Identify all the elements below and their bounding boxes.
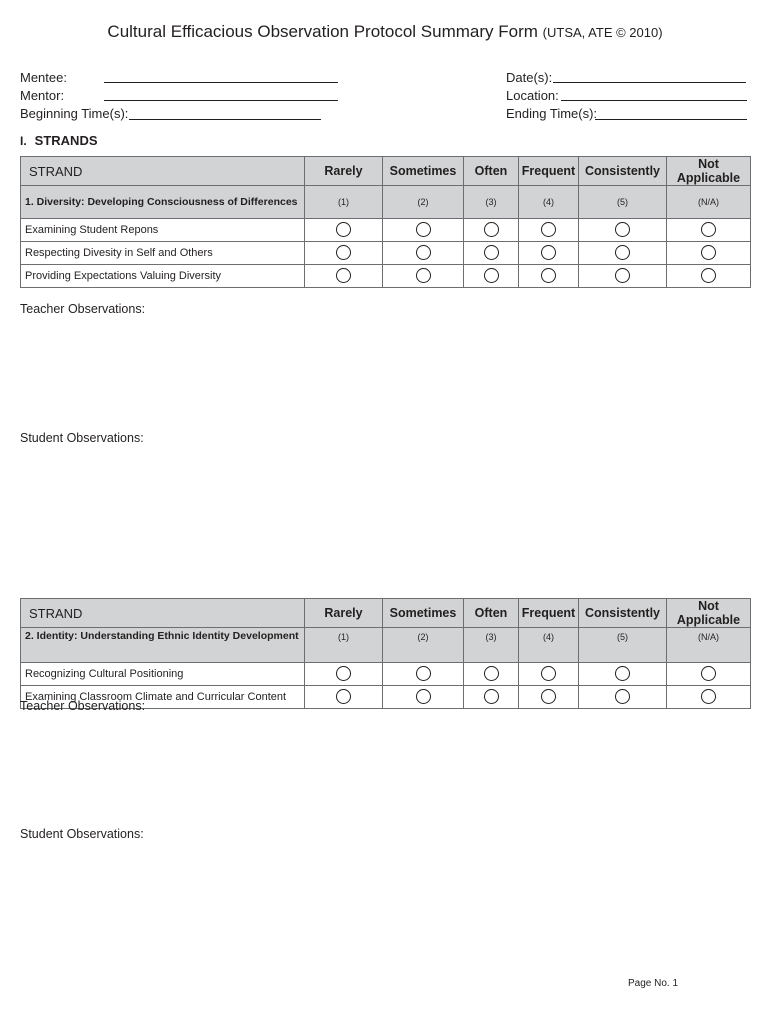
radio-often[interactable]	[484, 689, 499, 704]
student-observations-label-2: Student Observations:	[20, 827, 144, 841]
radio-not-applicable[interactable]	[701, 268, 716, 283]
radio-often[interactable]	[484, 666, 499, 681]
radio-rarely[interactable]	[336, 689, 351, 704]
col-rarely: Rarely	[305, 157, 383, 186]
item-label: Recognizing Cultural Positioning	[21, 663, 305, 686]
radio-rarely[interactable]	[336, 268, 351, 283]
title-sub: (UTSA, ATE © 2010)	[542, 25, 663, 40]
radio-not-applicable[interactable]	[701, 222, 716, 237]
ending-time-field	[506, 106, 597, 121]
radio-consistently[interactable]	[615, 689, 630, 704]
beginning-time-input-line[interactable]	[129, 119, 321, 120]
col-not-applicable: Not Applicable	[667, 157, 751, 186]
table-header-row	[21, 157, 751, 186]
student-observations-label-1: Student Observations:	[20, 431, 144, 445]
mentee-label: Mentee:	[20, 70, 67, 85]
section-title	[20, 133, 98, 148]
radio-frequent[interactable]	[541, 689, 556, 704]
col-often: Often	[464, 157, 519, 186]
ending-time-input-line[interactable]	[595, 119, 747, 120]
section-number: I.	[20, 134, 27, 148]
category-row	[21, 628, 751, 663]
table-row	[21, 265, 751, 288]
radio-not-applicable[interactable]	[701, 666, 716, 681]
scale-label: (1)	[305, 628, 383, 663]
radio-sometimes[interactable]	[416, 268, 431, 283]
teacher-observations-label-1: Teacher Observations:	[20, 302, 146, 316]
radio-often[interactable]	[484, 245, 499, 260]
mentee-field	[20, 70, 67, 85]
col-frequent: Frequent	[519, 599, 579, 628]
scale-label: (1)	[305, 186, 383, 219]
radio-consistently[interactable]	[615, 222, 630, 237]
col-sometimes: Sometimes	[383, 157, 464, 186]
radio-not-applicable[interactable]	[701, 689, 716, 704]
radio-frequent[interactable]	[541, 222, 556, 237]
radio-frequent[interactable]	[541, 666, 556, 681]
scale-label: (2)	[383, 186, 464, 219]
radio-consistently[interactable]	[615, 268, 630, 283]
item-label: Examining Classroom Climate and Curricular Content	[21, 686, 305, 709]
category-label: 1. Diversity: Developing Consciousness of Differences	[21, 186, 305, 219]
scale-label: (2)	[383, 628, 464, 663]
table-row	[21, 242, 751, 265]
strand-header: STRAND	[21, 599, 305, 628]
item-label: Examining Student Repons	[21, 219, 305, 242]
radio-sometimes[interactable]	[416, 222, 431, 237]
radio-frequent[interactable]	[541, 245, 556, 260]
scale-label: (3)	[464, 628, 519, 663]
location-field	[506, 88, 559, 103]
strand-header: STRAND	[21, 157, 305, 186]
col-frequent: Frequent	[519, 157, 579, 186]
scale-label: (5)	[579, 186, 667, 219]
strand-table-2	[20, 598, 751, 709]
col-sometimes: Sometimes	[383, 599, 464, 628]
col-not-applicable: Not Applicable	[667, 599, 751, 628]
radio-often[interactable]	[484, 268, 499, 283]
scale-label: (N/A)	[667, 628, 751, 663]
page-number: Page No. 1	[628, 978, 679, 989]
mentor-field	[20, 88, 64, 103]
mentor-label: Mentor:	[20, 88, 65, 103]
col-consistently: Consistently	[579, 599, 667, 628]
scale-label: (4)	[519, 628, 579, 663]
radio-sometimes[interactable]	[416, 666, 431, 681]
location-label: Location:	[506, 88, 559, 103]
table-row	[21, 219, 751, 242]
category-row	[21, 186, 751, 219]
radio-sometimes[interactable]	[416, 245, 431, 260]
scale-label: (N/A)	[667, 186, 751, 219]
item-label: Providing Expectations Valuing Diversity	[21, 265, 305, 288]
scale-label: (4)	[519, 186, 579, 219]
radio-frequent[interactable]	[541, 268, 556, 283]
table-header-row	[21, 599, 751, 628]
radio-rarely[interactable]	[336, 222, 351, 237]
ending-time-label: Ending Time(s):	[506, 106, 598, 121]
col-often: Often	[464, 599, 519, 628]
radio-consistently[interactable]	[615, 666, 630, 681]
dates-input-line[interactable]	[553, 82, 746, 83]
title-main: Cultural Efficacious Observation Protocol Summary Form	[107, 22, 538, 41]
strand-table-1	[20, 156, 751, 288]
col-rarely: Rarely	[305, 599, 383, 628]
item-label: Respecting Divesity in Self and Others	[21, 242, 305, 265]
radio-consistently[interactable]	[615, 245, 630, 260]
radio-sometimes[interactable]	[416, 689, 431, 704]
radio-rarely[interactable]	[336, 666, 351, 681]
radio-rarely[interactable]	[336, 245, 351, 260]
scale-label: (3)	[464, 186, 519, 219]
dates-label: Date(s):	[506, 70, 553, 85]
mentee-input-line[interactable]	[104, 82, 338, 83]
teacher-observations-label-2: Teacher Observations:	[20, 699, 146, 713]
location-input-line[interactable]	[561, 100, 747, 101]
dates-field	[506, 70, 552, 85]
section-title-text: STRANDS	[34, 133, 98, 148]
scale-label: (5)	[579, 628, 667, 663]
page-title	[0, 22, 770, 42]
beginning-time-label: Beginning Time(s):	[20, 106, 129, 121]
radio-often[interactable]	[484, 222, 499, 237]
radio-not-applicable[interactable]	[701, 245, 716, 260]
table-row	[21, 663, 751, 686]
col-consistently: Consistently	[579, 157, 667, 186]
mentor-input-line[interactable]	[104, 100, 338, 101]
beginning-time-field	[20, 106, 128, 121]
category-label: 2. Identity: Understanding Ethnic Identity Development	[21, 628, 305, 663]
